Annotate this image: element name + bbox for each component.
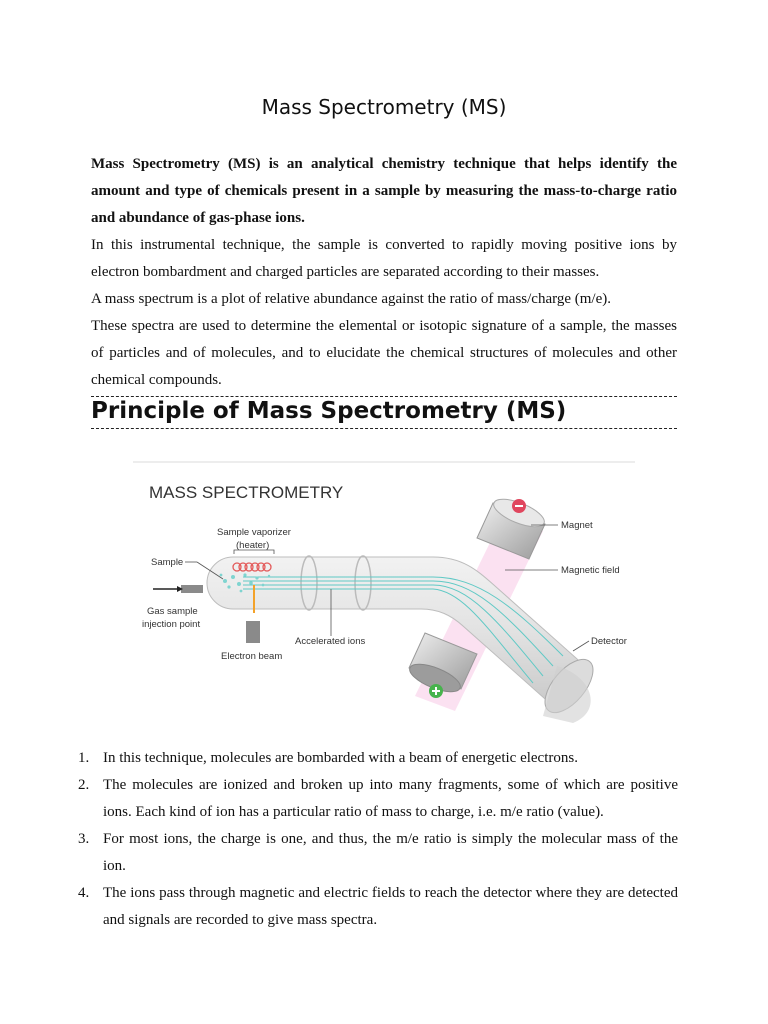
label-magnetic-field: Magnetic field: [561, 565, 620, 576]
heading-top-border: [91, 396, 677, 397]
intro-bold-paragraph: Mass Spectrometry (MS) is an analytical chemistry technique that helps identify the amount and type of chemicals present in a sample by measuring the mass-to-charge ratio and abundance of gas-phase ions.: [91, 156, 677, 226]
section-heading: Principle of Mass Spectrometry (MS): [91, 398, 567, 424]
heading-bottom-border: [91, 428, 677, 429]
label-injection-point: injection point: [142, 619, 201, 630]
intro-paragraph-4: These spectra are used to determine the elemental or isotopic signature of a sample, the masses of particles and of molecules, and to elucidate the chemical structures of molecules and other chemical compounds.: [91, 318, 677, 388]
label-sample: Sample: [151, 557, 184, 568]
sample-inlet: [181, 585, 203, 593]
label-heater: (heater): [236, 540, 270, 551]
label-magnet: Magnet: [561, 520, 593, 531]
spectrometer-tube: [207, 557, 585, 706]
list-item: 1. In this technique, molecules are bombarded with a beam of energetic electrons.: [78, 750, 578, 766]
label-accelerated-ions: Accelerated ions: [295, 636, 366, 647]
label-gas-sample: Gas sample: [147, 606, 198, 617]
label-sample-vaporizer: Sample vaporizer: [217, 527, 291, 538]
principle-list: [78, 745, 678, 934]
list-item: 4. The ions pass through magnetic and electric fields to reach the detector where they are detected and signals are recorded to give mass spectra.: [78, 885, 678, 928]
list-item: 3. For most ions, the charge is one, and thus, the m/e ratio is simply the molecular mass of the ion.: [78, 831, 678, 874]
mass-spectrometry-diagram: [133, 461, 635, 729]
label-electron-beam: Electron beam: [221, 651, 283, 662]
list-item: 2. The molecules are ionized and broken up into many fragments, some of which are positive ions. Each kind of ion has a particular ratio of mass to charge, i.e. m/e ratio (value).: [78, 777, 678, 820]
figure-title: MASS SPECTROMETRY: [149, 483, 344, 502]
label-detector: Detector: [591, 636, 627, 647]
intro-paragraph-2: In this instrumental technique, the sample is converted to rapidly moving positive ions by electron bombardment and charged particles are separated according to their masses.: [91, 237, 677, 280]
intro-paragraph-3: A mass spectrum is a plot of relative abundance against the ratio of mass/charge (m/e).: [91, 291, 611, 307]
electron-gun: [246, 621, 260, 643]
page-title: Mass Spectrometry (MS): [261, 95, 507, 119]
